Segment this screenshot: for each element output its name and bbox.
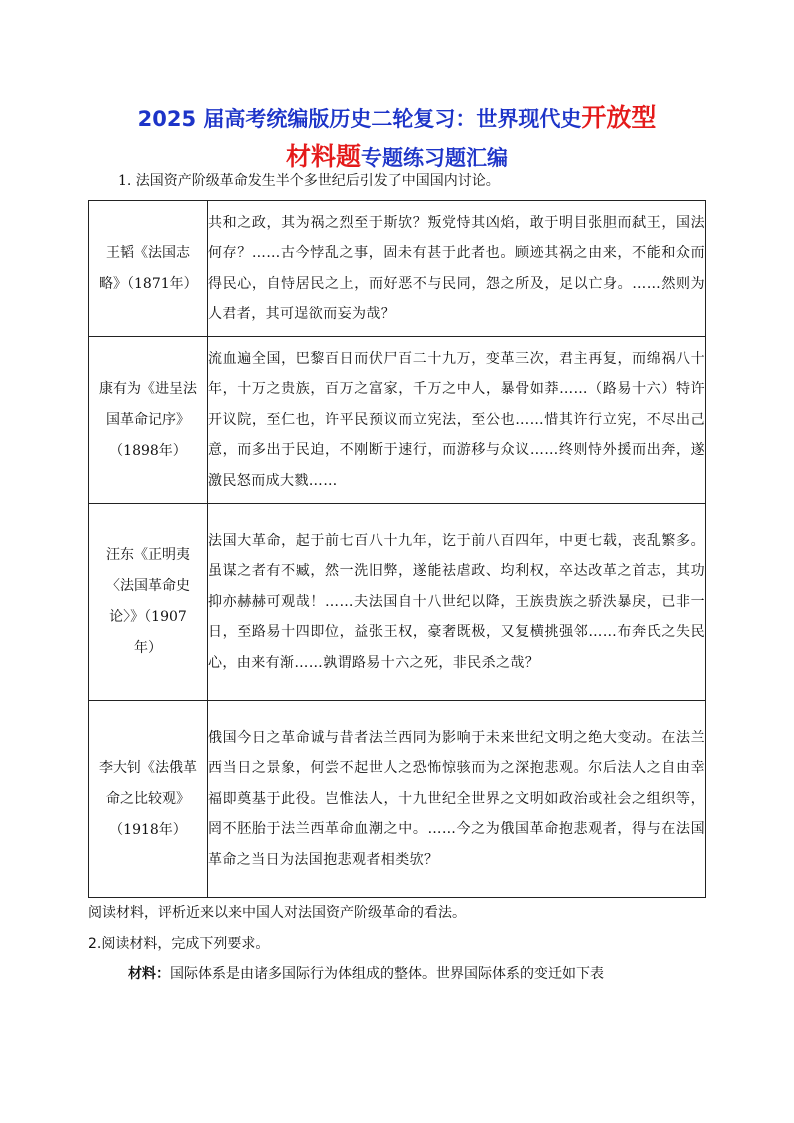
quote-text: 俄国今日之革命诚与昔者法兰西同为影响于未来世纪文明之绝大变动。在法兰西当日之景象，何尝不起世人之恐怖惊骇而为之深抱悲观。尔后法人之自由幸福即奠基于此役。岂惟法人，十九世纪全世界之文明如政治或社会之组织等，罔不胚胎于法兰西革命血潮之中。……今之为俄国革命抱悲观者，得与在法国革命之当日为法国抱悲观者相类欤？ (208, 729, 705, 868)
page-title (90, 100, 704, 178)
materials-table (88, 200, 706, 898)
quote-text: 流血遍全国，巴黎百日而伏尸百二十九万，变革三次，君主再复，而绵祸八十年，十万之贵族，百万之富家，千万之中人，暴骨如莽……（路易十六）特许开议院，至仁也，许平民预议而立宪法，至公也……惜其许行立宪，不尽出己意，而多出于民迫，不刚断于速行，而游移与众议……终则恃外援而出奔，遂激民怒而成大戮…… (208, 350, 705, 489)
source-cell (89, 701, 208, 898)
title-line-1 (90, 100, 704, 139)
quote-cell (208, 701, 706, 898)
quote-cell (208, 337, 706, 504)
question-2-intro: 2.阅读材料，完成下列要求。 (88, 936, 270, 952)
source-label: 汪东《正明夷〈法国革命史论〉》（1907年） (106, 547, 190, 656)
source-cell (89, 504, 208, 701)
table-row (89, 504, 706, 701)
table-row (89, 701, 706, 898)
title-part-blue-1: 2025 届高考统编版历史二轮复习：世界现代史 (137, 107, 582, 131)
source-label: 康有为《进呈法国革命记序》（1898年） (99, 380, 197, 459)
quote-cell (208, 504, 706, 701)
question-1-intro: 1. 法国资产阶级革命发生半个多世纪后引发了中国国内讨论。 (118, 173, 500, 189)
material-label: 材料： (128, 966, 170, 982)
quote-text: 法国大革命，起于前七百八十九年，讫于前八百四年，中更七载，丧乱繁多。虽谋之者有不臧，然一洗旧弊，遂能祛虐政、均利权，卒达改革之首志，其功抑亦赫赫可观哉！……夫法国自十八世纪以降，王族贵族之骄泆暴戾，已非一日，至路易十四即位，益张王权，豪奢既极，又复横挑强邻……布奔氏之失民心，由来有渐……孰谓路易十六之死，非民杀之哉？ (208, 532, 705, 671)
table-row (89, 337, 706, 504)
source-label: 王韬《法国志略》（1871年） (99, 244, 198, 292)
source-label: 李大钊《法俄革命之比较观》（1918年） (99, 759, 197, 838)
material-text: 国际体系是由诸多国际行为体组成的整体。世界国际体系的变迁如下表 (170, 966, 604, 982)
question-2-material (128, 963, 604, 985)
question-1-prompt: 阅读材料，评析近来以来中国人对法国资产阶级革命的看法。 (88, 905, 466, 921)
quote-text: 共和之政，其为祸之烈至于斯欤？叛党恃其凶焰，敢于明目张胆而弑王，国法何存？……古今悖乱之事，固未有甚于此者也。顾迹其祸之由来，不能和众而得民心，自恃居民之上，而好恶不与民同，怨之所及，足以亡身。……然则为人君者，其可逞欲而妄为哉？ (208, 214, 705, 322)
source-cell (89, 337, 208, 504)
title-part-blue-2: 专题练习题汇编 (361, 146, 508, 170)
title-part-red-1: 开放型 (581, 103, 657, 132)
quote-cell (208, 201, 706, 337)
title-part-red-2: 材料题 (285, 142, 361, 171)
source-cell (89, 201, 208, 337)
table-row (89, 201, 706, 337)
